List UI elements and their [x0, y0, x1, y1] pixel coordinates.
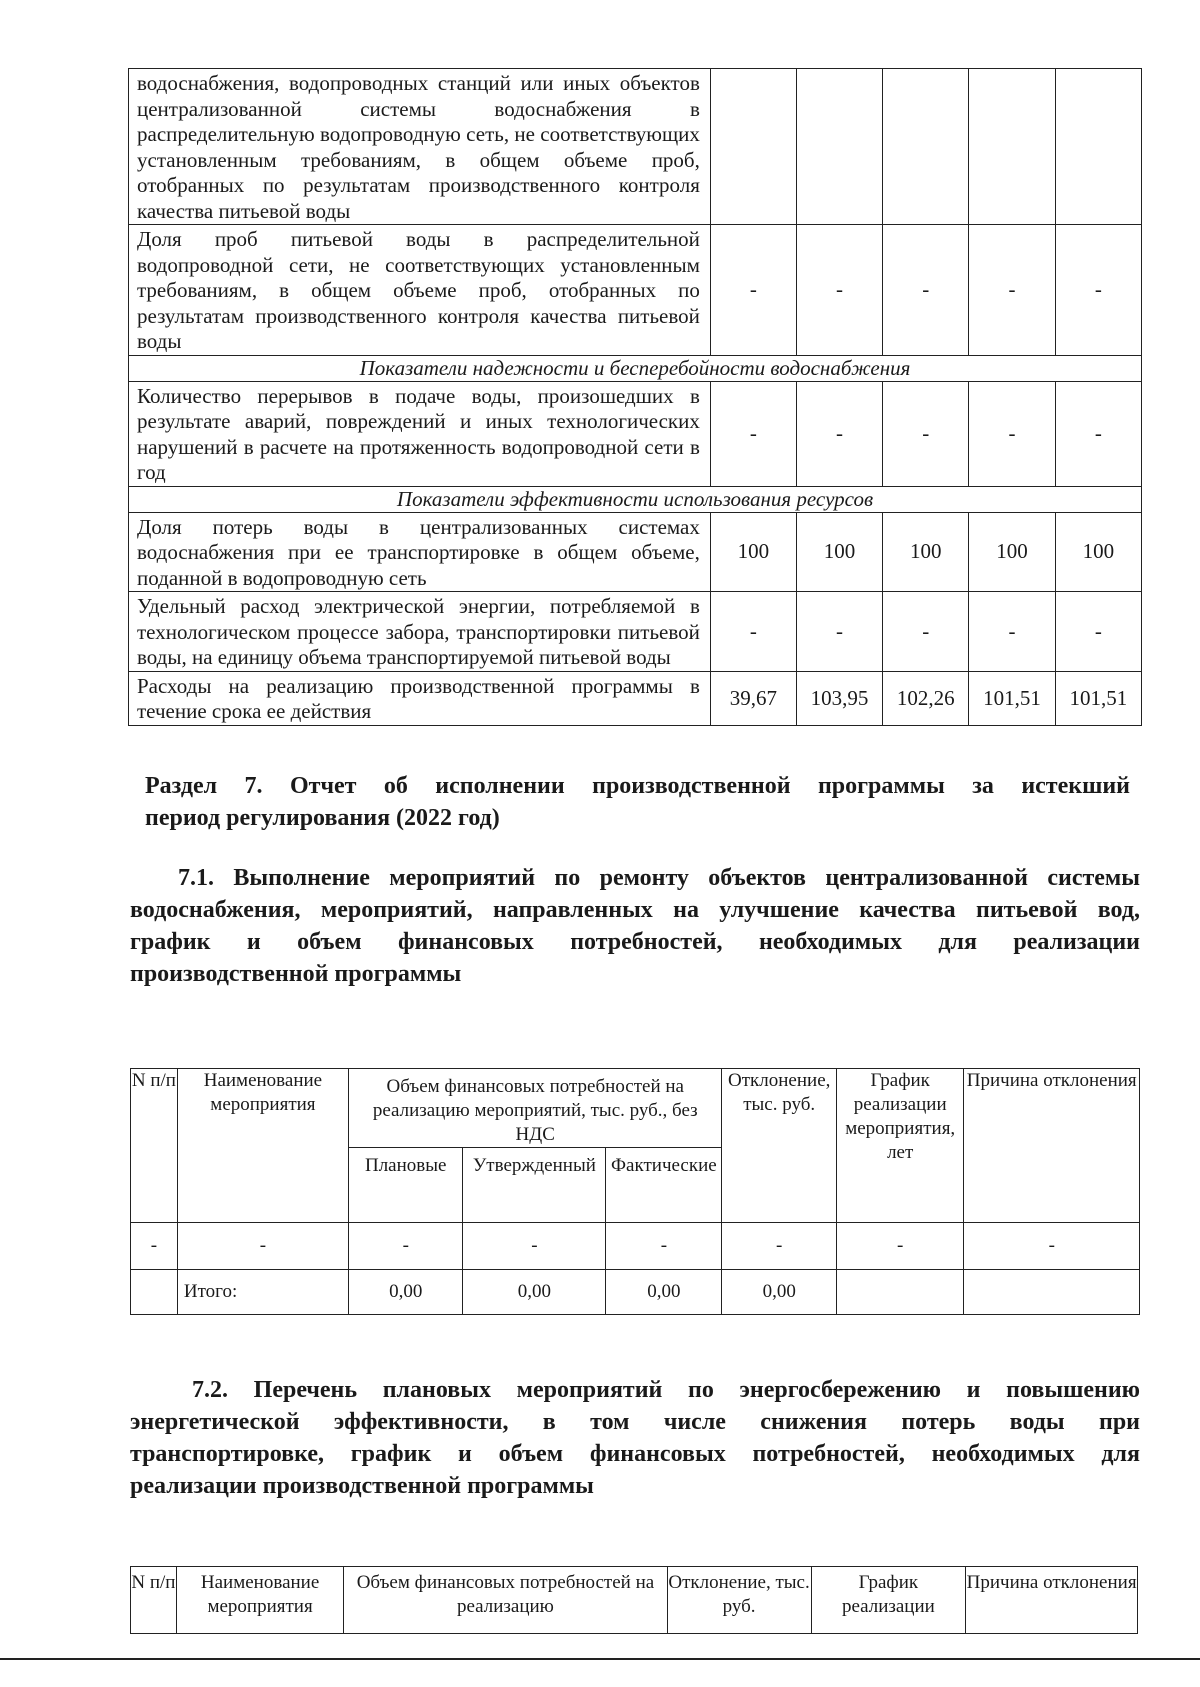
table-row — [129, 225, 1142, 356]
cell — [964, 1270, 1140, 1315]
indicator-description: водоснабжения, водопроводных станций или иных объектов централизованной системы водоснабжения в распределительную водопроводную сеть, не соответствующих установленным требованиям, в общем объеме проб, отобранных по результатам производственного контроля качества питьевой воды — [129, 69, 711, 225]
total-approved: 0,00 — [463, 1270, 606, 1315]
indicator-value — [1055, 69, 1141, 225]
section-7-2-line-2: энергетической эффективности, в том числе снижения потерь воды при — [130, 1409, 1140, 1435]
indicator-value: - — [796, 381, 882, 486]
indicator-value: 101,51 — [1055, 671, 1141, 725]
section-7-1-line-1: 7.1. Выполнение мероприятий по ремонту объектов централизованной системы — [178, 865, 1140, 891]
indicator-value: - — [883, 592, 969, 672]
indicators-table-body — [129, 69, 1142, 726]
indicator-value — [969, 69, 1055, 225]
cell: - — [964, 1223, 1140, 1270]
indicator-value: - — [1055, 225, 1141, 356]
indicator-value — [710, 69, 796, 225]
indicator-value: - — [796, 592, 882, 672]
indicators-table — [128, 68, 1142, 726]
table-row — [129, 512, 1142, 592]
col-schedule-header: График реализации — [811, 1567, 966, 1634]
table-row — [129, 381, 1142, 486]
section-7-heading — [145, 770, 1130, 834]
indicator-value: - — [710, 381, 796, 486]
table-header-row — [131, 1567, 1138, 1634]
cell: - — [606, 1223, 722, 1270]
indicator-value: 100 — [796, 512, 882, 592]
section-7-1-line-3: график и объем финансовых потребностей, необходимых для реализации — [130, 929, 1140, 955]
energy-saving-table — [130, 1566, 1138, 1634]
section-title: Показатели эффективности использования ресурсов — [129, 486, 1142, 512]
indicator-description: Удельный расход электрической энергии, потребляемой в технологическом процессе забора, транспортировки питьевой воды, на единицу объема транспортируемой питьевой воды — [129, 592, 711, 672]
section-row — [129, 486, 1142, 512]
section-7-line-1: Раздел 7. Отчет об исполнении производственной программы за истекший — [145, 773, 1130, 799]
col-volume-header: Объем финансовых потребностей на реализацию мероприятий, тыс. руб., без НДС — [349, 1069, 722, 1148]
indicator-value: - — [796, 225, 882, 356]
col-reason-header: Причина отклонения — [964, 1069, 1140, 1223]
indicator-value: - — [1055, 592, 1141, 672]
repair-measures-table — [130, 1068, 1140, 1315]
cell: - — [177, 1223, 348, 1270]
indicator-value — [796, 69, 882, 225]
indicator-description: Доля потерь воды в централизованных системах водоснабжения при ее транспортировке в общем объеме, поданной в водопроводную сеть — [129, 512, 711, 592]
section-7-1-line-2: водоснабжения, мероприятий, направленных на улучшение качества питьевой вод, — [130, 897, 1140, 923]
indicator-value: 100 — [969, 512, 1055, 592]
indicator-value — [883, 69, 969, 225]
indicator-value: - — [883, 381, 969, 486]
section-7-1-heading — [130, 862, 1140, 990]
col-deviation-header: Отклонение, тыс. руб. — [667, 1567, 811, 1634]
indicator-value: - — [710, 592, 796, 672]
indicator-value: - — [969, 381, 1055, 486]
cell: - — [836, 1223, 964, 1270]
indicator-description: Доля проб питьевой воды в распределительной водопроводной сети, не соответствующих установленным требованиям, в общем объеме проб, отобранных по результатам производственного контроля качества питьевой воды — [129, 225, 711, 356]
total-row — [131, 1270, 1140, 1315]
indicator-value: - — [710, 225, 796, 356]
section-7-2-line-4: реализации производственной программы — [130, 1473, 594, 1499]
indicator-value: 39,67 — [710, 671, 796, 725]
indicator-value: 103,95 — [796, 671, 882, 725]
section-title: Показатели надежности и бесперебойности водоснабжения — [129, 355, 1142, 381]
total-label: Итого: — [177, 1270, 348, 1315]
indicator-value: 100 — [1055, 512, 1141, 592]
table-row — [131, 1223, 1140, 1270]
col-num-header: N п/п — [131, 1069, 178, 1223]
indicator-value: - — [1055, 381, 1141, 486]
section-7-2-line-3: транспортировке, график и объем финансовых потребностей, необходимых для — [130, 1441, 1140, 1467]
indicator-value: 100 — [710, 512, 796, 592]
section-row — [129, 355, 1142, 381]
total-deviation: 0,00 — [722, 1270, 836, 1315]
col-approved-header: Утвержденный — [463, 1148, 606, 1223]
section-7-line-2: период регулирования (2022 год) — [145, 805, 500, 831]
indicator-value: 101,51 — [969, 671, 1055, 725]
section-7-2-line-1: 7.2. Перечень плановых мероприятий по энергосбережению и повышению — [192, 1377, 1140, 1403]
cell: - — [349, 1223, 463, 1270]
indicator-description: Количество перерывов в подаче воды, произошедших в результате аварий, повреждений и иных технологических нарушений в расчете на протяженность водопроводной сети в год — [129, 381, 711, 486]
cell: - — [722, 1223, 836, 1270]
cell — [836, 1270, 964, 1315]
col-schedule-header: График реализации мероприятия, лет — [836, 1069, 964, 1223]
col-plan-header: Плановые — [349, 1148, 463, 1223]
page-bottom-rule — [0, 1658, 1200, 1660]
table-row — [129, 69, 1142, 225]
table-row — [129, 671, 1142, 725]
col-reason-header: Причина отклонения — [966, 1567, 1138, 1634]
indicator-value: - — [883, 225, 969, 356]
indicator-value: - — [969, 225, 1055, 356]
table-row — [129, 592, 1142, 672]
indicator-description: Расходы на реализацию производственной программы в течение срока ее действия — [129, 671, 711, 725]
col-volume-header: Объем финансовых потребностей на реализацию — [344, 1567, 667, 1634]
col-deviation-header: Отклонение, тыс. руб. — [722, 1069, 836, 1223]
cell — [131, 1270, 178, 1315]
cell: - — [463, 1223, 606, 1270]
col-name-header: Наименование мероприятия — [176, 1567, 343, 1634]
col-name-header: Наименование мероприятия — [177, 1069, 348, 1223]
total-plan: 0,00 — [349, 1270, 463, 1315]
section-7-2-heading — [130, 1374, 1140, 1502]
table-header-row — [131, 1069, 1140, 1148]
section-7-1-line-4: производственной программы — [130, 961, 462, 987]
col-num-header: N п/п — [131, 1567, 177, 1634]
indicator-value: 100 — [883, 512, 969, 592]
indicator-value: - — [969, 592, 1055, 672]
col-fact-header: Фактические — [606, 1148, 722, 1223]
cell: - — [131, 1223, 178, 1270]
total-fact: 0,00 — [606, 1270, 722, 1315]
indicator-value: 102,26 — [883, 671, 969, 725]
